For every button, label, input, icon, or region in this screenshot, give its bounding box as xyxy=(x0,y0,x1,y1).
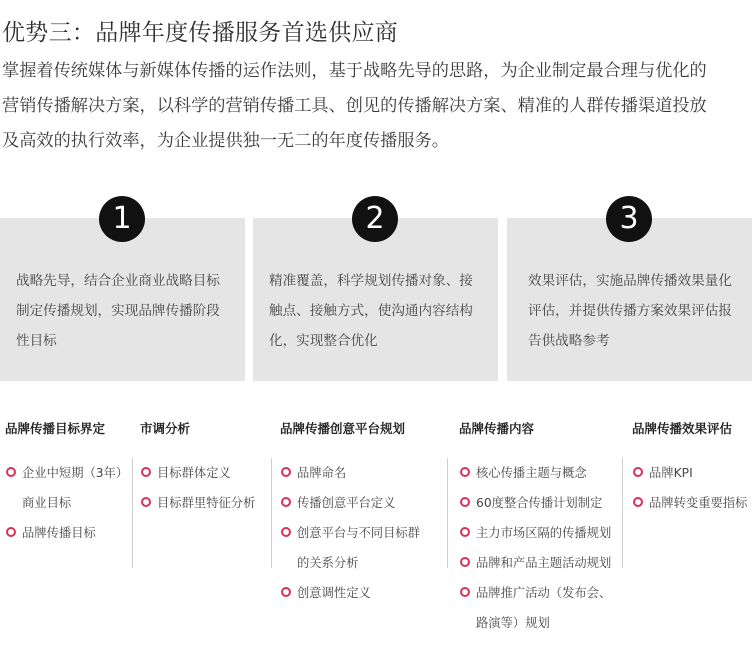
column-goal-definition xyxy=(5,420,128,548)
list-item xyxy=(459,458,611,488)
bullet-icon xyxy=(460,557,470,567)
column-divider xyxy=(447,458,448,568)
bullet-icon xyxy=(460,497,470,507)
bullet-icon xyxy=(281,587,291,597)
column-list xyxy=(140,458,255,518)
list-item xyxy=(459,518,611,548)
intro-line: 掌握着传统媒体与新媒体传播的运作法则，基于战略先导的思路，为企业制定最合理与优化的 xyxy=(2,61,707,81)
page-title: 优势三：品牌年度传播服务首选供应商 xyxy=(2,20,399,46)
list-item xyxy=(280,458,420,488)
column-list xyxy=(280,458,420,608)
bullet-icon xyxy=(460,587,470,597)
card-evaluation xyxy=(507,218,752,381)
bullet-icon xyxy=(633,497,643,507)
list-item-label: 创意调性定义 xyxy=(297,586,371,600)
intro-line: 营销传播解决方案，以科学的营销传播工具、创见的传播解决方案、精准的人群传播渠道投放 xyxy=(2,96,707,116)
column-heading: 品牌传播内容 xyxy=(459,421,535,436)
bullet-icon xyxy=(460,467,470,477)
list-item-label: 品牌和产品主题活动规划 xyxy=(476,556,612,570)
list-item-label: 品牌传播目标 xyxy=(22,526,96,540)
bullet-icon xyxy=(6,527,16,537)
intro-line: 及高效的执行效率，为企业提供独一无二的年度传播服务。 xyxy=(2,131,449,151)
list-item xyxy=(632,488,747,518)
bullet-icon xyxy=(281,497,291,507)
list-item-label: 目标群里特征分析 xyxy=(157,496,256,510)
list-item xyxy=(459,548,611,578)
bullet-icon xyxy=(281,527,291,537)
number-badge-2: 2 xyxy=(352,196,398,242)
advantage-cards xyxy=(0,196,752,386)
number-badge-3: 3 xyxy=(606,196,652,242)
list-item-label-cont: 路演等）规划 xyxy=(476,616,550,630)
column-heading: 市调分析 xyxy=(140,421,191,436)
list-item xyxy=(5,518,128,548)
list-item-label-cont: 商业目标 xyxy=(22,496,72,510)
bullet-icon xyxy=(141,497,151,507)
bullet-icon xyxy=(141,467,151,477)
list-item xyxy=(140,458,255,488)
column-content xyxy=(459,420,611,638)
card-line: 触点、接触方式，使沟通内容结构 xyxy=(269,303,473,319)
list-item xyxy=(140,488,255,518)
card-line: 评估，并提供传播方案效果评估报 xyxy=(528,303,732,319)
column-heading: 品牌传播效果评估 xyxy=(632,421,733,436)
card-line: 化，实现整合优化 xyxy=(269,333,378,349)
column-divider xyxy=(622,458,623,568)
list-item xyxy=(459,578,611,638)
bullet-icon xyxy=(6,467,16,477)
list-item-label: 传播创意平台定义 xyxy=(297,496,396,510)
column-divider xyxy=(271,458,272,568)
column-market-research xyxy=(140,420,255,518)
card-line: 制定传播规划，实现品牌传播阶段 xyxy=(16,303,220,319)
list-item xyxy=(280,578,420,608)
list-item-label: 创意平台与不同目标群 xyxy=(297,526,420,540)
bullet-icon xyxy=(460,527,470,537)
list-item-label: 60度整合传播计划制定 xyxy=(476,496,603,510)
list-item-label: 主力市场区隔的传播规划 xyxy=(476,526,612,540)
column-list xyxy=(5,458,128,548)
bullet-icon xyxy=(633,467,643,477)
number-badge-1: 1 xyxy=(99,196,145,242)
list-item-label: 目标群体定义 xyxy=(157,466,231,480)
list-item-label: 品牌推广活动（发布会、 xyxy=(476,586,612,600)
list-item xyxy=(632,458,747,488)
column-heading: 品牌传播创意平台规划 xyxy=(280,421,406,436)
card-coverage xyxy=(253,218,498,381)
column-effect-evaluation xyxy=(632,420,747,518)
card-line: 性目标 xyxy=(16,333,57,349)
card-strategy xyxy=(0,218,245,381)
list-item-label: 品牌转变重要指标 xyxy=(649,496,748,510)
column-list xyxy=(632,458,747,518)
list-item xyxy=(280,518,420,578)
list-item-label: 品牌命名 xyxy=(297,466,347,480)
list-item xyxy=(5,458,128,518)
intro-paragraph xyxy=(2,54,752,159)
card-line: 精准覆盖，科学规划传播对象、接 xyxy=(269,273,473,289)
list-item-label: 品牌KPI xyxy=(649,466,693,480)
column-creative-platform xyxy=(280,420,420,608)
list-item-label-cont: 的关系分析 xyxy=(297,556,359,570)
card-line: 告供战略参考 xyxy=(528,333,610,349)
list-item xyxy=(459,488,611,518)
card-line: 战略先导，结合企业商业战略目标 xyxy=(16,273,220,289)
column-heading: 品牌传播目标界定 xyxy=(5,421,106,436)
list-item-label: 核心传播主题与概念 xyxy=(476,466,587,480)
column-divider xyxy=(132,458,133,568)
list-item xyxy=(280,488,420,518)
card-line: 效果评估，实施品牌传播效果量化 xyxy=(528,273,732,289)
list-item-label: 企业中短期（3年） xyxy=(22,466,129,480)
column-list xyxy=(459,458,611,638)
bullet-icon xyxy=(281,467,291,477)
